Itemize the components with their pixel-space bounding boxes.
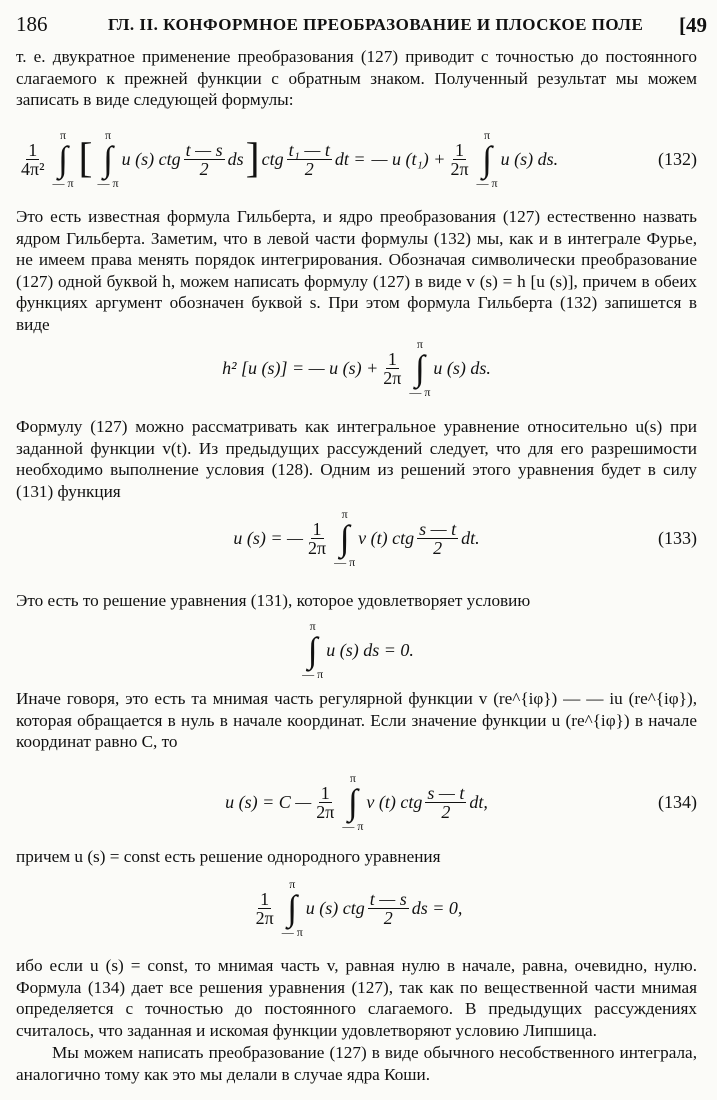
equation-133 xyxy=(16,502,697,574)
equation-condition xyxy=(16,616,697,684)
kernel-term: u (s) ctg xyxy=(305,897,365,918)
integral-sign: π ∫ — π xyxy=(97,128,119,190)
fraction-t-s: $\frac{t — s}{2}$ xyxy=(185,139,223,179)
left-bracket: [ xyxy=(78,136,93,182)
dt-term: dt = xyxy=(334,148,366,169)
right-bracket: ] xyxy=(245,136,260,182)
integral-sign: π ∫ — π xyxy=(52,128,74,190)
rhs-term: — u (t₁) + xyxy=(371,148,446,169)
equation-number: (133) xyxy=(658,527,697,548)
coef-1-2pi: $\frac{1}{2\pi}$ xyxy=(383,348,402,388)
running-title: ГЛ. II. КОНФОРМНОЕ ПРЕОБРАЗОВАНИЕ И ПЛОСКОЕ ПОЛЕ xyxy=(108,15,644,34)
ds-term: ds xyxy=(227,148,244,169)
paragraph-8: Мы можем написать преобразование (127) в виде обычного несобственного интеграла, аналогично тому как это мы делали в случае ядра Коши. xyxy=(16,1043,697,1084)
page-number: 186 xyxy=(16,12,48,36)
paragraph-3: Формулу (127) можно рассматривать как интегральное уравнение относительно u(s) при заданной функции v(t). Из предыдущих рассуждений следует, что для его разрешимости необходимо выполнение условия (128). Одним из решений этого уравнения будет в силу (131) функция xyxy=(16,417,697,501)
fraction-s-t: $\frac{s — t}{2}$ xyxy=(427,782,465,822)
coef-1-2pi: $\frac{1}{2\pi}$ xyxy=(255,888,274,928)
integral-sign: π ∫ — π xyxy=(281,877,303,939)
equation-number: (132) xyxy=(658,148,697,169)
condition-body: u (s) ds = 0. xyxy=(326,639,414,660)
equation-132 xyxy=(16,124,697,194)
paragraph-2: Это есть известная формула Гильберта, и ядро преобразования (127) естественно назвать ядром Гильберта. Заметим, что в левой части формулы (132) мы, как и в интеграле Фурье, не имеем права менять порядок интегрирования. Обозначая символически преобразование (127) одной буквой h, можем написать формулу (127) в виде v (s) = h [u (s)], причем в обеих функциях аргумент обозначен буквой s. При этом формула Гильберта (132) запишется в виде xyxy=(16,207,697,334)
paragraph-5: Иначе говоря, это есть та мнимая часть регулярной функции v (re^{iφ}) — — iu (re^{iφ}), которая обращается в нуль в начале координат. Если значение функции u (re^{iφ}) в начале координат равно C, то xyxy=(16,689,697,751)
fraction-s-t: $\frac{s — t}{2}$ xyxy=(419,518,457,558)
h2-lhs: h² [u (s)] = — u (s) + xyxy=(222,357,379,378)
kernel-term: v (t) ctg xyxy=(366,791,423,812)
coef-1-2pi: $\frac{1}{2\pi}$ xyxy=(316,782,335,822)
section-number: [49 xyxy=(679,13,707,37)
integral-sign: π ∫ — π xyxy=(342,771,364,833)
equation-h2 xyxy=(16,332,697,404)
coef-1-2pi: $\frac{1}{2\pi}$ xyxy=(308,518,327,558)
dt-term: dt, xyxy=(469,791,488,812)
integral-sign: π ∫ — π xyxy=(302,619,324,681)
equation-number: (134) xyxy=(658,791,697,812)
paragraph-6: причем u (s) = const есть решение однородного уравнения xyxy=(16,847,441,866)
integral-sign: π ∫ — π xyxy=(409,337,431,399)
ctg-term: ctg xyxy=(261,148,284,169)
coef-1-4pi2: $\frac{1}{\text{4π²}}$ xyxy=(21,139,45,179)
fraction-t-s: $\frac{t — s}{2}$ xyxy=(369,888,407,928)
paragraph-4: Это есть то решение уравнения (131), которое удовлетворяет условию xyxy=(16,591,531,610)
kernel-term: v (t) ctg xyxy=(358,527,415,548)
coef-1-2pi: $\frac{1}{2\pi}$ xyxy=(450,139,469,179)
rhs-integrand: u (s) ds. xyxy=(500,148,559,169)
h2-rhs: u (s) ds. xyxy=(433,357,491,378)
equation-homogeneous xyxy=(16,872,697,944)
kernel-term: u (s) ctg xyxy=(121,148,181,169)
page-header xyxy=(16,12,707,38)
fraction-t1-t: $\frac{\text{t₁ — t}}{2}$ xyxy=(288,139,330,179)
paragraph-1: т. е. двукратное применение преобразования (127) приводит с точностью до постоянного слагаемого к прежней функции с обратным знаком. Полученный результат мы можем записать в виде следующей формулы: xyxy=(16,47,697,109)
paragraph-7: ибо если u (s) = const, то мнимая часть v, равная нулю в начале, равна, очевидно, нулю. Формула (134) дает все решения уравнения (127), так как по вещественной части мнимая определяется с точностью до постоянного слагаемого. В предыдущих рассуждениях считалось, что заданная и искомая функции удовлетворяют условию Липшица. xyxy=(16,956,697,1040)
hom-tail: ds = 0, xyxy=(411,897,463,918)
eq134-lhs: u (s) = C — xyxy=(225,791,312,812)
integral-sign: π ∫ — π xyxy=(476,128,498,190)
integral-sign: π ∫ — π xyxy=(334,507,356,569)
eq133-lhs: u (s) = — xyxy=(233,527,303,548)
dt-term: dt. xyxy=(461,527,480,548)
equation-134 xyxy=(16,766,697,838)
